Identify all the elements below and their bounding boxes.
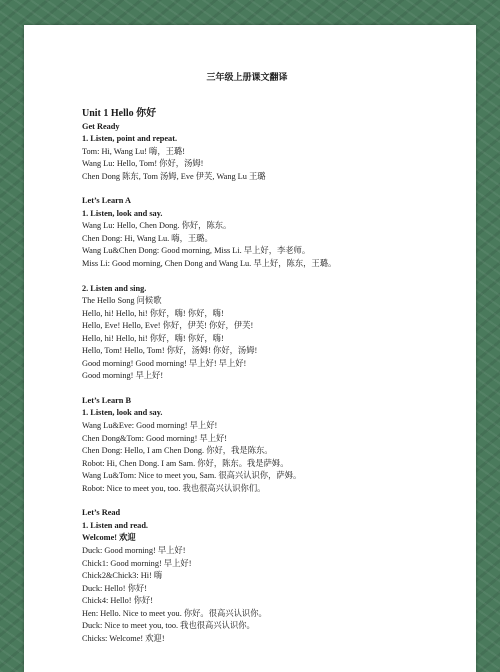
- text-line: Duck: Nice to meet you, too. 我也很高兴认识你。: [82, 621, 255, 631]
- document-content: [82, 71, 462, 645]
- section: [82, 507, 462, 645]
- spacer: [82, 183, 462, 195]
- text-line: Duck: Hello! 你好!: [82, 583, 147, 593]
- document-title: 三年级上册课文翻译: [206, 72, 288, 82]
- text-line: Chick4: Hello! 你好!: [82, 596, 153, 606]
- text-line: Robot: Nice to meet you, too. 我也很高兴认识你们。: [82, 483, 266, 493]
- text-line: Robot: Hi, Chen Dong. I am Sam. 你好，陈东。我是萨姆。: [82, 458, 289, 468]
- text-line: Wang Lu&Tom: Nice to meet you, Sam. 很高兴认识你，萨姆。: [82, 471, 302, 481]
- spacer: [82, 495, 462, 507]
- text-line: Chicks: Welcome! 欢迎!: [82, 633, 165, 643]
- exercise-title: 2. Listen and sing.: [82, 283, 147, 293]
- section-title: Let’s Learn B: [82, 395, 132, 405]
- exercise-title: 1. Listen, look and say.: [82, 208, 163, 218]
- text-line: Good morning! Good morning! 早上好! 早上好!: [82, 358, 247, 368]
- document-page: [24, 25, 476, 672]
- text-line: The Hello Song 问候歌: [82, 296, 162, 306]
- text-line: Hello, Tom! Hello, Tom! 你好，汤姆! 你好，汤姆!: [82, 346, 258, 356]
- text-line: Tom: Hi, Wang Lu! 嗨，王璐!: [82, 146, 185, 156]
- text-line: Hello, hi! Hello, hi! 你好，嗨! 你好，嗨!: [82, 308, 224, 318]
- text-line: Duck: Good morning! 早上好!: [82, 545, 186, 555]
- exercise-title: 1. Listen and read.: [82, 520, 149, 530]
- text-line: Chen Dong: Hi, Wang Lu. 嗨，王璐。: [82, 233, 213, 243]
- text-line: Miss Li: Good morning, Chen Dong and Wang Lu. 早上好，陈东，王璐。: [82, 259, 337, 269]
- section: [82, 121, 462, 184]
- spacer: [82, 383, 462, 395]
- section-title: Let’s Read: [82, 508, 121, 518]
- text-line: Chen Dong 陈东, Tom 汤姆, Eve 伊芙, Wang Lu 王璐: [82, 171, 266, 181]
- section-title: Let’s Learn A: [82, 196, 132, 206]
- text-line: Hen: Hello. Nice to meet you. 你好。很高兴认识你。: [82, 608, 267, 618]
- text-line: Chen Dong&Tom: Good morning! 早上好!: [82, 433, 228, 443]
- text-line: Good morning! 早上好!: [82, 371, 164, 381]
- text-line: Chick1: Good morning! 早上好!: [82, 558, 192, 568]
- text-line: Chick2&Chick3: Hi! 嗨: [82, 571, 163, 581]
- section: [82, 195, 462, 383]
- exercise-title: 1. Listen, look and say.: [82, 408, 163, 418]
- text-line: Wang Lu&Eve: Good morning! 早上好!: [82, 421, 218, 431]
- section: [82, 395, 462, 495]
- text-line: Wang Lu&Chen Dong: Good morning, Miss Li. 早上好，李老师。: [82, 246, 311, 256]
- sections-container: [82, 121, 462, 646]
- text-line: Hello, Eve! Hello, Eve! 你好，伊芙! 你好，伊芙!: [82, 321, 254, 331]
- section-title: Get Ready: [82, 121, 120, 131]
- unit-title: Unit 1 Hello 你好: [82, 107, 157, 119]
- text-line: Hello, hi! Hello, hi! 你好，嗨! 你好，嗨!: [82, 333, 224, 343]
- text-line: Wang Lu: Hello, Tom! 你好，汤姆!: [82, 159, 204, 169]
- spacer: [82, 271, 462, 283]
- text-line: Chen Dong: Hello, I am Chen Dong. 你好，我是陈东。: [82, 446, 273, 456]
- exercise-title: Welcome! 欢迎: [82, 533, 136, 543]
- text-line: Wang Lu: Hello, Chen Dong. 你好，陈东。: [82, 221, 232, 231]
- exercise-title: 1. Listen, point and repeat.: [82, 134, 178, 144]
